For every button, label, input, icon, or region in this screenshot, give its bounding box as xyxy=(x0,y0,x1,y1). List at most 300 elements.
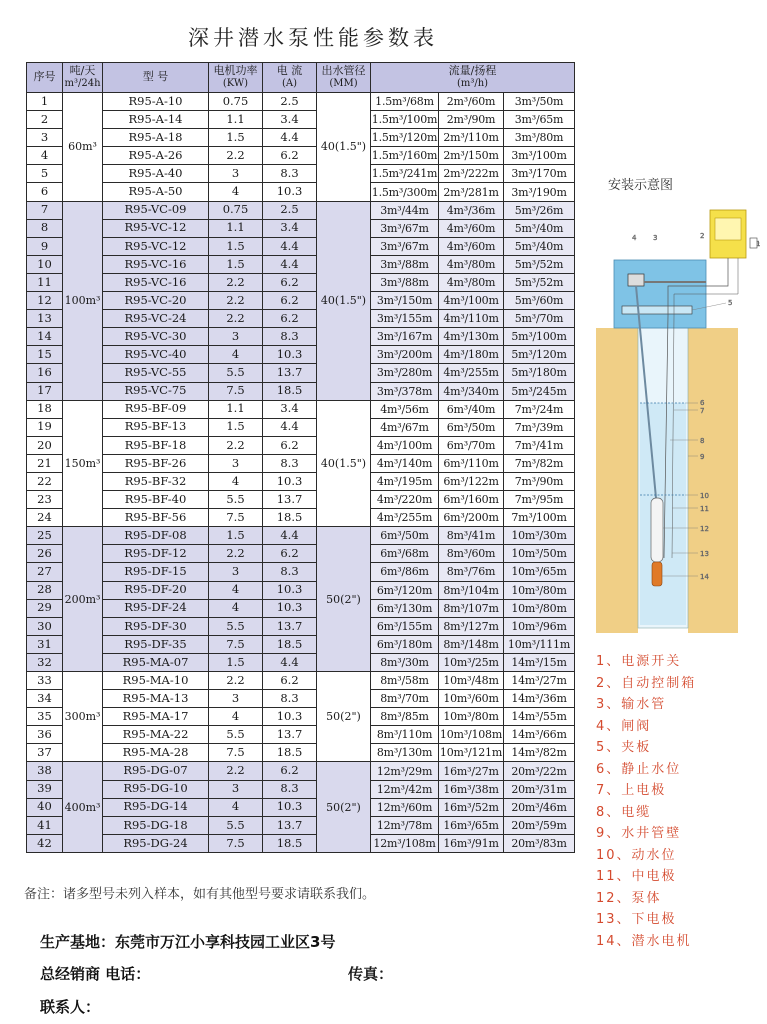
cell-power: 3 xyxy=(209,454,263,472)
cell-flow-1: 4m³/140m xyxy=(371,454,439,472)
cell-flow-1: 3m³/280m xyxy=(371,364,439,382)
table-row xyxy=(27,255,575,273)
cell-current: 18.5 xyxy=(263,635,317,653)
cell-flow-2: 16m³/91m xyxy=(439,834,504,852)
cell-no: 13 xyxy=(27,310,63,328)
cell-current: 8.3 xyxy=(263,690,317,708)
header-capacity: 吨/天 m³/24h xyxy=(63,63,103,93)
cell-flow-3: 3m³/65m xyxy=(504,111,575,129)
legend-item: 8、电缆 xyxy=(596,804,652,820)
cell-no: 25 xyxy=(27,527,63,545)
cell-power: 1.5 xyxy=(209,653,263,671)
cell-model: R95-DG-10 xyxy=(103,780,209,798)
cell-power: 4 xyxy=(209,472,263,490)
cell-flow-2: 8m³/148m xyxy=(439,635,504,653)
cell-flow-3: 7m³/41m xyxy=(504,436,575,454)
cell-flow-2: 16m³/65m xyxy=(439,816,504,834)
table-row xyxy=(27,93,575,111)
cell-no: 26 xyxy=(27,545,63,563)
callout-12: 12 xyxy=(700,525,709,533)
legend-item: 5、夹板 xyxy=(596,740,652,755)
cell-flow-1: 4m³/56m xyxy=(371,400,439,418)
cell-pipe: 50(2") xyxy=(317,762,371,852)
cell-power: 4 xyxy=(209,346,263,364)
cell-flow-2: 16m³/52m xyxy=(439,798,504,816)
cell-no: 14 xyxy=(27,328,63,346)
callout-3: 3 xyxy=(653,234,658,242)
cell-model: R95-VC-16 xyxy=(103,255,209,273)
cell-flow-2: 10m³/80m xyxy=(439,708,504,726)
table-row xyxy=(27,219,575,237)
cell-flow-1: 12m³/108m xyxy=(371,834,439,852)
legend-item: 3、输水管 xyxy=(596,697,667,712)
cell-flow-3: 14m³/66m xyxy=(504,726,575,744)
cell-flow-2: 8m³/127m xyxy=(439,617,504,635)
cell-pipe: 50(2") xyxy=(317,527,371,672)
cell-capacity: 150m³ xyxy=(63,400,103,527)
cell-power: 1.1 xyxy=(209,111,263,129)
cell-flow-2: 4m³/100m xyxy=(439,292,504,310)
cell-flow-1: 6m³/130m xyxy=(371,599,439,617)
cell-power: 3 xyxy=(209,165,263,183)
table-row xyxy=(27,653,575,671)
cell-current: 13.7 xyxy=(263,816,317,834)
cell-no: 22 xyxy=(27,472,63,490)
table-row xyxy=(27,762,575,780)
cell-power: 5.5 xyxy=(209,364,263,382)
callout-9: 9 xyxy=(700,453,705,461)
header-no: 序号 xyxy=(27,63,63,93)
table-row xyxy=(27,201,575,219)
callout-7: 7 xyxy=(700,407,705,415)
cell-no: 33 xyxy=(27,672,63,690)
cell-flow-3: 10m³/80m xyxy=(504,599,575,617)
cell-current: 18.5 xyxy=(263,382,317,400)
cell-model: R95-A-10 xyxy=(103,93,209,111)
cell-current: 8.3 xyxy=(263,328,317,346)
cell-model: R95-BF-56 xyxy=(103,509,209,527)
cell-no: 29 xyxy=(27,599,63,617)
cell-no: 32 xyxy=(27,653,63,671)
cell-pipe: 40(1.5") xyxy=(317,201,371,400)
cell-model: R95-DG-24 xyxy=(103,834,209,852)
cell-current: 3.4 xyxy=(263,219,317,237)
cell-flow-2: 2m³/150m xyxy=(439,147,504,165)
cell-current: 13.7 xyxy=(263,364,317,382)
cell-flow-1: 6m³/120m xyxy=(371,581,439,599)
cell-no: 7 xyxy=(27,201,63,219)
cell-model: R95-MA-28 xyxy=(103,744,209,762)
cell-power: 1.5 xyxy=(209,527,263,545)
cell-flow-3: 10m³/96m xyxy=(504,617,575,635)
table-row xyxy=(27,129,575,147)
table-row xyxy=(27,599,575,617)
cell-flow-2: 16m³/27m xyxy=(439,762,504,780)
cell-model: R95-BF-13 xyxy=(103,418,209,436)
table-row xyxy=(27,834,575,852)
header-current: 电 流 (A) xyxy=(263,63,317,93)
cell-flow-2: 4m³/60m xyxy=(439,219,504,237)
cell-power: 0.75 xyxy=(209,93,263,111)
cell-flow-2: 4m³/180m xyxy=(439,346,504,364)
cell-current: 13.7 xyxy=(263,491,317,509)
callout-8: 8 xyxy=(700,437,705,445)
cell-flow-2: 4m³/340m xyxy=(439,382,504,400)
cell-no: 41 xyxy=(27,816,63,834)
cell-flow-1: 4m³/67m xyxy=(371,418,439,436)
cell-flow-1: 1.5m³/68m xyxy=(371,93,439,111)
cell-pipe: 50(2") xyxy=(317,672,371,762)
cell-no: 19 xyxy=(27,418,63,436)
cell-flow-1: 6m³/50m xyxy=(371,527,439,545)
cell-flow-1: 3m³/67m xyxy=(371,237,439,255)
cell-model: R95-BF-09 xyxy=(103,400,209,418)
cell-current: 10.3 xyxy=(263,581,317,599)
table-row xyxy=(27,545,575,563)
cell-flow-3: 5m³/26m xyxy=(504,201,575,219)
header-power: 电机功率 (KW) xyxy=(209,63,263,93)
cell-flow-3: 14m³/82m xyxy=(504,744,575,762)
legend-item: 13、下电极 xyxy=(596,912,677,927)
table-body xyxy=(27,93,575,853)
cell-current: 10.3 xyxy=(263,472,317,490)
cell-power: 2.2 xyxy=(209,292,263,310)
cell-model: R95-MA-17 xyxy=(103,708,209,726)
cell-no: 6 xyxy=(27,183,63,201)
table-row xyxy=(27,292,575,310)
cell-power: 4 xyxy=(209,183,263,201)
callout-2: 2 xyxy=(700,232,705,240)
cell-no: 37 xyxy=(27,744,63,762)
cell-no: 23 xyxy=(27,491,63,509)
cell-capacity: 400m³ xyxy=(63,762,103,852)
cell-flow-1: 1.5m³/120m xyxy=(371,129,439,147)
cell-flow-2: 4m³/130m xyxy=(439,328,504,346)
cell-model: R95-BF-32 xyxy=(103,472,209,490)
cell-current: 8.3 xyxy=(263,780,317,798)
cell-power: 1.5 xyxy=(209,418,263,436)
cell-no: 20 xyxy=(27,436,63,454)
header-pipe: 出水管径 (MM) xyxy=(317,63,371,93)
cell-flow-2: 4m³/36m xyxy=(439,201,504,219)
cell-flow-1: 12m³/42m xyxy=(371,780,439,798)
table-row xyxy=(27,111,575,129)
cell-no: 35 xyxy=(27,708,63,726)
cell-model: R95-VC-16 xyxy=(103,273,209,291)
table-row xyxy=(27,436,575,454)
cell-flow-3: 14m³/36m xyxy=(504,690,575,708)
cell-power: 3 xyxy=(209,328,263,346)
cell-flow-3: 5m³/100m xyxy=(504,328,575,346)
cell-power: 3 xyxy=(209,780,263,798)
cell-model: R95-DF-08 xyxy=(103,527,209,545)
cell-no: 9 xyxy=(27,237,63,255)
cell-model: R95-A-40 xyxy=(103,165,209,183)
cell-current: 2.5 xyxy=(263,201,317,219)
cell-flow-3: 20m³/59m xyxy=(504,816,575,834)
cell-capacity: 100m³ xyxy=(63,201,103,400)
cell-current: 6.2 xyxy=(263,672,317,690)
cell-no: 24 xyxy=(27,509,63,527)
cell-flow-2: 10m³/60m xyxy=(439,690,504,708)
cell-current: 2.5 xyxy=(263,93,317,111)
cell-current: 6.2 xyxy=(263,436,317,454)
cell-flow-2: 8m³/60m xyxy=(439,545,504,563)
cell-model: R95-BF-26 xyxy=(103,454,209,472)
cell-capacity: 60m³ xyxy=(63,93,103,202)
pump-motor xyxy=(652,562,662,586)
cell-flow-2: 2m³/281m xyxy=(439,183,504,201)
cell-flow-2: 2m³/110m xyxy=(439,129,504,147)
cell-flow-3: 5m³/52m xyxy=(504,255,575,273)
cell-flow-2: 4m³/60m xyxy=(439,237,504,255)
callout-1: 1 xyxy=(756,240,761,248)
cell-flow-3: 3m³/190m xyxy=(504,183,575,201)
cell-model: R95-VC-24 xyxy=(103,310,209,328)
cell-model: R95-MA-13 xyxy=(103,690,209,708)
cell-model: R95-MA-07 xyxy=(103,653,209,671)
cell-no: 34 xyxy=(27,690,63,708)
cell-flow-2: 4m³/255m xyxy=(439,364,504,382)
cell-current: 10.3 xyxy=(263,346,317,364)
cell-no: 11 xyxy=(27,273,63,291)
cell-power: 7.5 xyxy=(209,382,263,400)
cell-power: 2.2 xyxy=(209,436,263,454)
cell-flow-3: 5m³/120m xyxy=(504,346,575,364)
clamp-plate xyxy=(622,306,692,314)
cell-flow-3: 5m³/60m xyxy=(504,292,575,310)
cell-flow-3: 20m³/83m xyxy=(504,834,575,852)
table-row xyxy=(27,635,575,653)
cell-power: 2.2 xyxy=(209,762,263,780)
installation-diagram xyxy=(588,198,763,638)
cell-flow-2: 6m³/160m xyxy=(439,491,504,509)
cell-no: 12 xyxy=(27,292,63,310)
cell-power: 2.2 xyxy=(209,147,263,165)
cell-current: 4.4 xyxy=(263,237,317,255)
cell-model: R95-DG-14 xyxy=(103,798,209,816)
cell-flow-2: 10m³/25m xyxy=(439,653,504,671)
cell-model: R95-DF-20 xyxy=(103,581,209,599)
cell-power: 3 xyxy=(209,690,263,708)
cell-current: 18.5 xyxy=(263,834,317,852)
cell-power: 7.5 xyxy=(209,744,263,762)
table-row xyxy=(27,672,575,690)
cell-flow-2: 10m³/108m xyxy=(439,726,504,744)
cell-current: 6.2 xyxy=(263,310,317,328)
cell-model: R95-VC-12 xyxy=(103,237,209,255)
fax-label: 传真： xyxy=(348,965,394,983)
cell-flow-1: 1.5m³/300m xyxy=(371,183,439,201)
cell-power: 7.5 xyxy=(209,834,263,852)
legend-item: 1、电源开关 xyxy=(596,654,682,669)
cell-no: 18 xyxy=(27,400,63,418)
table-row xyxy=(27,147,575,165)
cell-power: 1.5 xyxy=(209,129,263,147)
table-row xyxy=(27,581,575,599)
cell-current: 6.2 xyxy=(263,273,317,291)
cell-flow-3: 3m³/50m xyxy=(504,93,575,111)
cell-model: R95-VC-55 xyxy=(103,364,209,382)
cell-flow-3: 14m³/15m xyxy=(504,653,575,671)
cell-power: 5.5 xyxy=(209,726,263,744)
table-row xyxy=(27,364,575,382)
cell-power: 5.5 xyxy=(209,816,263,834)
table-row xyxy=(27,382,575,400)
cell-flow-3: 3m³/100m xyxy=(504,147,575,165)
cell-flow-3: 5m³/70m xyxy=(504,310,575,328)
cell-flow-3: 5m³/52m xyxy=(504,273,575,291)
cell-power: 3 xyxy=(209,563,263,581)
cell-current: 18.5 xyxy=(263,744,317,762)
table-row xyxy=(27,237,575,255)
cell-no: 8 xyxy=(27,219,63,237)
control-box-panel xyxy=(715,218,741,240)
cell-pipe: 40(1.5") xyxy=(317,93,371,202)
cell-flow-2: 6m³/200m xyxy=(439,509,504,527)
callout-11: 11 xyxy=(700,505,709,513)
cell-no: 21 xyxy=(27,454,63,472)
cell-flow-1: 8m³/85m xyxy=(371,708,439,726)
gate-valve xyxy=(628,274,644,286)
distributor-phone: 总经销商 电话： xyxy=(40,965,151,983)
cell-no: 4 xyxy=(27,147,63,165)
cell-model: R95-A-18 xyxy=(103,129,209,147)
cell-flow-1: 12m³/78m xyxy=(371,816,439,834)
table-row xyxy=(27,527,575,545)
callout-4: 4 xyxy=(632,234,637,242)
cell-current: 10.3 xyxy=(263,599,317,617)
cell-power: 2.2 xyxy=(209,273,263,291)
cell-power: 7.5 xyxy=(209,635,263,653)
document-title: 深井潜水泵性能参数表 xyxy=(188,26,438,50)
cell-no: 30 xyxy=(27,617,63,635)
cell-flow-3: 7m³/24m xyxy=(504,400,575,418)
cell-flow-3: 5m³/40m xyxy=(504,219,575,237)
cell-flow-2: 6m³/122m xyxy=(439,472,504,490)
legend-item: 2、自动控制箱 xyxy=(596,675,697,691)
cell-current: 8.3 xyxy=(263,454,317,472)
cell-power: 7.5 xyxy=(209,509,263,527)
cell-flow-1: 4m³/255m xyxy=(371,509,439,527)
cell-flow-1: 12m³/60m xyxy=(371,798,439,816)
cell-current: 3.4 xyxy=(263,400,317,418)
cell-flow-2: 6m³/40m xyxy=(439,400,504,418)
cell-no: 3 xyxy=(27,129,63,147)
cell-flow-2: 10m³/48m xyxy=(439,672,504,690)
cell-capacity: 200m³ xyxy=(63,527,103,672)
cell-model: R95-DF-30 xyxy=(103,617,209,635)
table-header-row xyxy=(27,63,575,93)
cell-flow-1: 3m³/378m xyxy=(371,382,439,400)
cell-model: R95-VC-30 xyxy=(103,328,209,346)
cell-power: 5.5 xyxy=(209,617,263,635)
cell-flow-3: 10m³/65m xyxy=(504,563,575,581)
table-row xyxy=(27,690,575,708)
callout-14: 14 xyxy=(700,573,709,581)
performance-table xyxy=(26,62,575,853)
cell-flow-3: 7m³/100m xyxy=(504,509,575,527)
table-row xyxy=(27,563,575,581)
cell-pipe: 40(1.5") xyxy=(317,400,371,527)
cell-model: R95-BF-40 xyxy=(103,491,209,509)
cell-flow-2: 4m³/110m xyxy=(439,310,504,328)
cell-flow-2: 6m³/70m xyxy=(439,436,504,454)
cell-model: R95-A-26 xyxy=(103,147,209,165)
cell-model: R95-DF-15 xyxy=(103,563,209,581)
cell-flow-1: 3m³/150m xyxy=(371,292,439,310)
cell-flow-1: 1.5m³/100m xyxy=(371,111,439,129)
cell-current: 18.5 xyxy=(263,509,317,527)
ground-right xyxy=(688,328,738,633)
cell-current: 6.2 xyxy=(263,147,317,165)
cell-flow-3: 10m³/50m xyxy=(504,545,575,563)
cell-no: 15 xyxy=(27,346,63,364)
cell-model: R95-DG-18 xyxy=(103,816,209,834)
cell-flow-1: 8m³/70m xyxy=(371,690,439,708)
cell-model: R95-DF-24 xyxy=(103,599,209,617)
cell-power: 4 xyxy=(209,581,263,599)
cell-power: 2.2 xyxy=(209,545,263,563)
cell-current: 10.3 xyxy=(263,183,317,201)
header-flow: 流量/扬程 (m³/h) xyxy=(371,63,575,93)
cell-flow-3: 20m³/31m xyxy=(504,780,575,798)
table-row xyxy=(27,400,575,418)
cell-flow-3: 3m³/80m xyxy=(504,129,575,147)
cell-power: 2.2 xyxy=(209,672,263,690)
cell-flow-3: 3m³/170m xyxy=(504,165,575,183)
diagram-title: 安装示意图 xyxy=(608,178,674,193)
cell-flow-1: 6m³/180m xyxy=(371,635,439,653)
cell-flow-2: 8m³/76m xyxy=(439,563,504,581)
cell-flow-1: 3m³/200m xyxy=(371,346,439,364)
legend-item: 6、静止水位 xyxy=(596,761,682,777)
cell-flow-1: 3m³/167m xyxy=(371,328,439,346)
cell-flow-3: 10m³/80m xyxy=(504,581,575,599)
cell-power: 0.75 xyxy=(209,201,263,219)
cell-power: 4 xyxy=(209,599,263,617)
cell-power: 1.5 xyxy=(209,237,263,255)
cell-no: 42 xyxy=(27,834,63,852)
legend-item: 11、中电极 xyxy=(596,869,677,884)
table-row xyxy=(27,798,575,816)
table-row xyxy=(27,165,575,183)
cell-current: 8.3 xyxy=(263,165,317,183)
cell-flow-1: 12m³/29m xyxy=(371,762,439,780)
cell-no: 1 xyxy=(27,93,63,111)
cell-power: 1.1 xyxy=(209,400,263,418)
callout-10: 10 xyxy=(700,492,709,500)
legend-item: 9、水井管壁 xyxy=(596,826,682,841)
cell-no: 39 xyxy=(27,780,63,798)
cell-no: 10 xyxy=(27,255,63,273)
cell-flow-3: 5m³/40m xyxy=(504,237,575,255)
cell-model: R95-VC-75 xyxy=(103,382,209,400)
cell-model: R95-DF-35 xyxy=(103,635,209,653)
table-row xyxy=(27,816,575,834)
cell-model: R95-A-50 xyxy=(103,183,209,201)
diagram-legend xyxy=(596,650,696,951)
cell-power: 4 xyxy=(209,798,263,816)
cell-flow-3: 5m³/245m xyxy=(504,382,575,400)
table-row xyxy=(27,183,575,201)
table-row xyxy=(27,346,575,364)
cell-flow-3: 7m³/39m xyxy=(504,418,575,436)
table-row xyxy=(27,744,575,762)
cell-flow-3: 7m³/82m xyxy=(504,454,575,472)
cell-current: 4.4 xyxy=(263,129,317,147)
cell-current: 6.2 xyxy=(263,762,317,780)
